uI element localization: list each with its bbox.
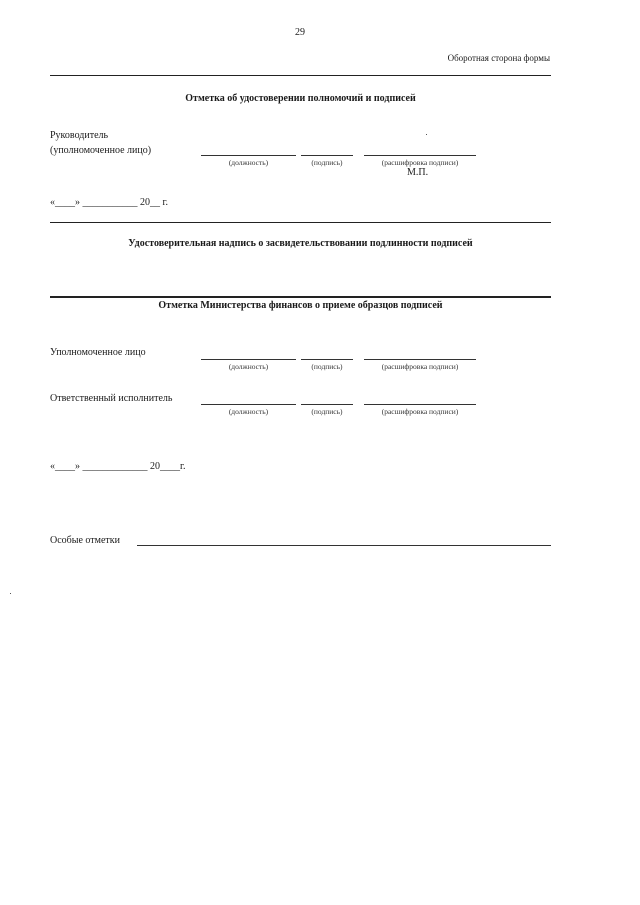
authorized-label: Уполномоченное лицо (50, 347, 146, 358)
position-caption: (должность) (228, 158, 269, 167)
authorized-position-caption: (должность) (228, 362, 269, 371)
decoding-field[interactable] (364, 155, 476, 156)
section2-divider (50, 296, 551, 298)
head-label-sub: (уполномоченное лицо) (50, 145, 152, 156)
scan-speck (426, 134, 427, 135)
section3-title: Отметка Министерства финансов о приеме образцов подписей (158, 300, 443, 311)
head-label: Руководитель (50, 130, 109, 141)
decoding-caption: (расшифровка подписи) (381, 158, 459, 167)
executor-signature-caption: (подпись) (311, 407, 343, 416)
executor-position-caption: (должность) (228, 407, 269, 416)
section1-date: «____» ___________ 20__ г. (50, 197, 168, 208)
authorized-signature-caption: (подпись) (311, 362, 343, 371)
special-notes-label: Особые отметки (50, 535, 120, 546)
section3-date: «____» _____________ 20____г. (50, 461, 186, 472)
signature-caption: (подпись) (311, 158, 343, 167)
stamp-place: М.П. (407, 167, 429, 178)
authorized-decoding-field[interactable] (364, 359, 476, 360)
signature-field[interactable] (301, 155, 353, 156)
position-field[interactable] (201, 155, 296, 156)
executor-signature-field[interactable] (301, 404, 353, 405)
authorized-position-field[interactable] (201, 359, 296, 360)
top-divider (50, 75, 551, 76)
scan-speck (10, 593, 11, 594)
executor-position-field[interactable] (201, 404, 296, 405)
page-number: 29 (295, 27, 305, 38)
form-side-note: Оборотная сторона формы (447, 53, 550, 63)
section1-divider (50, 222, 551, 223)
authorized-signature-field[interactable] (301, 359, 353, 360)
section1-title: Отметка об удостоверении полномочий и подписей (185, 93, 416, 104)
executor-decoding-field[interactable] (364, 404, 476, 405)
special-notes-field[interactable] (137, 545, 551, 546)
section2-title: Удостоверительная надпись о засвидетельствовании подлинности подписей (128, 238, 473, 249)
executor-label: Ответственный исполнитель (50, 393, 173, 404)
executor-decoding-caption: (расшифровка подписи) (381, 407, 459, 416)
authorized-decoding-caption: (расшифровка подписи) (381, 362, 459, 371)
